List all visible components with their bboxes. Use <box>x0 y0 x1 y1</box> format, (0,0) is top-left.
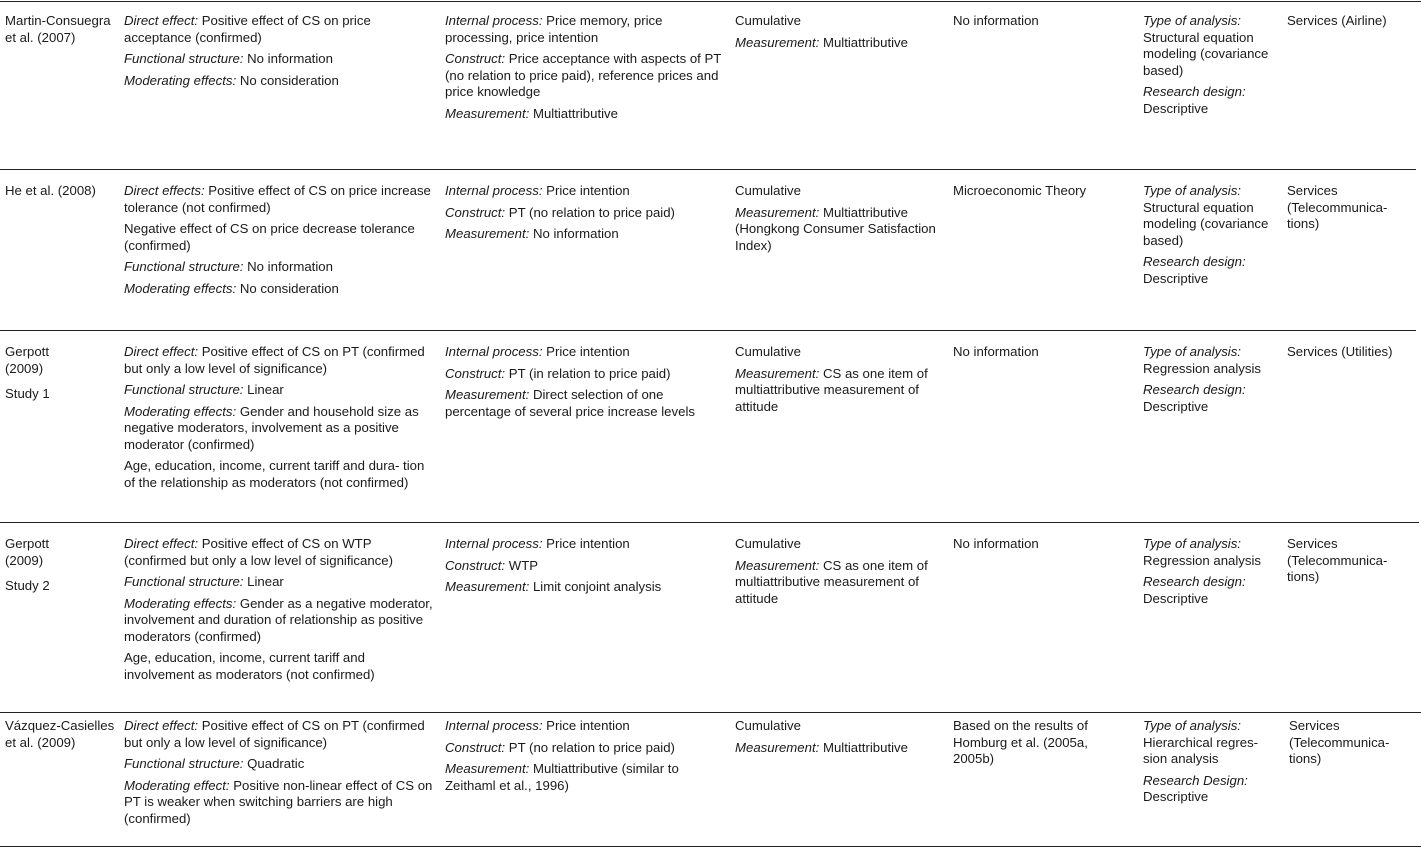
table-top-rule <box>0 1 1421 2</box>
effect-entry: Functional structure: Linear <box>124 382 284 397</box>
study-cell <box>5 344 117 403</box>
effect-entry: Moderating effects: No consideration <box>124 72 339 88</box>
price-tolerance-cell <box>445 13 730 122</box>
effect-entry: Age, education, income, current tariff and involvement as moderators (not confirmed) <box>124 650 375 682</box>
satisfaction-cell <box>735 13 950 51</box>
effect-entry: Direct effect: Positive effect of CS on WTP (confirmed but only a low level of significance) <box>124 536 394 568</box>
study-note: Study 1 <box>5 386 50 401</box>
pt-entry: Construct: PT (no relation to price paid) <box>445 739 675 755</box>
cs-entry: Cumulative <box>735 183 801 198</box>
analysis-entry: Type of analysis: Regression analysis <box>1143 344 1262 376</box>
study-note: Study 2 <box>5 578 50 593</box>
effect-entry: Moderating effects: No consideration <box>124 280 339 296</box>
analysis-cell <box>1143 536 1283 607</box>
cs-entry: Cumulative <box>735 718 801 733</box>
effect-entry: Moderating effect: Positive non-linear effect of CS on PT is weaker when switching barriers are high (confirmed) <box>124 777 433 826</box>
study-name: Martin-Consuegra et al. (2007) <box>5 13 111 45</box>
satisfaction-cell <box>735 536 950 607</box>
industry-text: Services (Telecommunica- tions) <box>1289 718 1390 766</box>
effects-cell <box>124 13 436 89</box>
theory-cell <box>953 13 1138 30</box>
analysis-entry: Type of analysis: Structural equation modeling (covariance based) <box>1143 13 1269 78</box>
satisfaction-cell <box>735 183 950 254</box>
industry-cell <box>1287 344 1417 361</box>
pt-entry: Measurement: Multiattributive <box>445 105 618 121</box>
price-tolerance-cell <box>445 536 730 596</box>
pt-entry: Internal process: Price intention <box>445 536 630 551</box>
effects-cell <box>124 344 436 491</box>
cs-entry: Measurement: CS as one item of multiattributive measurement of attitude <box>735 557 928 606</box>
pt-entry: Construct: Price acceptance with aspects of PT (no relation to price paid), reference prices and price knowledge <box>445 51 722 99</box>
pt-entry: Internal process: Price intention <box>445 344 630 359</box>
effect-entry: Direct effect: Positive effect of CS on PT (confirmed but only a low level of significance) <box>124 344 425 376</box>
pt-entry: Measurement: No information <box>445 226 619 241</box>
table-bottom-rule <box>0 846 1421 847</box>
industry-text: Services (Telecommunica- tions) <box>1287 183 1388 231</box>
analysis-entry: Research design: Descriptive <box>1143 84 1246 116</box>
study-cell <box>5 536 117 595</box>
pt-entry: Measurement: Limit conjoint analysis <box>445 579 662 594</box>
analysis-cell <box>1143 344 1283 415</box>
cs-entry: Cumulative <box>735 536 801 551</box>
effects-cell <box>124 183 436 297</box>
pt-entry: Construct: PT (no relation to price paid) <box>445 204 675 220</box>
effect-entry: Direct effect: Positive effect of CS on price acceptance (confirmed) <box>124 13 371 45</box>
effect-entry: Functional structure: Linear <box>124 574 284 589</box>
theory-cell <box>953 183 1138 200</box>
effect-label: Functional structure: <box>124 51 244 66</box>
cs-entry: Measurement: CS as one item of multiattributive measurement of attitude <box>735 365 928 414</box>
theory-text: No information <box>953 344 1039 359</box>
study-cell <box>5 183 117 200</box>
pt-entry: Measurement: Direct selection of one percentage of several price increase levels <box>445 387 695 419</box>
analysis-entry: Type of analysis: Hierarchical regres- sion analysis <box>1143 718 1259 766</box>
analysis-entry: Research design: Descriptive <box>1143 574 1246 606</box>
study-name: Vázquez-Casielles et al. (2009) <box>5 718 115 750</box>
theory-text: Based on the results of Homburg et al. (2005a, 2005b) <box>953 718 1088 766</box>
effect-entry: Negative effect of CS on price decrease tolerance (confirmed) <box>124 221 415 253</box>
analysis-entry: Type of analysis: Regression analysis <box>1143 536 1262 568</box>
industry-text: Services (Airline) <box>1287 13 1387 28</box>
satisfaction-cell <box>735 718 950 756</box>
industry-text: Services (Telecommunica- tions) <box>1287 536 1388 584</box>
effect-entry: Direct effect: Positive effect of CS on PT (confirmed but only a low level of significance) <box>124 718 425 750</box>
theory-text: No information <box>953 13 1039 28</box>
theory-text: Microeconomic Theory <box>953 183 1087 198</box>
pt-entry: Internal process: Price intention <box>445 183 630 198</box>
cs-entry: Cumulative <box>735 13 801 28</box>
price-tolerance-cell <box>445 718 730 794</box>
analysis-entry: Research design: Descriptive <box>1143 254 1246 286</box>
analysis-cell <box>1143 183 1283 287</box>
industry-text: Services (Utilities) <box>1287 344 1393 359</box>
study-name: Gerpott (2009) <box>5 536 49 568</box>
theory-cell <box>953 536 1138 553</box>
effects-cell <box>124 718 436 827</box>
analysis-cell <box>1143 718 1283 806</box>
effect-entry: Functional structure: Quadratic <box>124 756 305 771</box>
cs-entry: Cumulative <box>735 344 801 359</box>
analysis-entry: Type of analysis: Structural equation modeling (covariance based) <box>1143 183 1269 248</box>
row-divider <box>0 330 1416 331</box>
theory-cell <box>953 718 1138 768</box>
row-divider <box>0 712 1421 713</box>
effect-label: Moderating effects: <box>124 72 237 88</box>
industry-cell <box>1287 536 1417 586</box>
analysis-cell <box>1143 13 1283 117</box>
pt-entry: Internal process: Price intention <box>445 718 630 733</box>
industry-cell <box>1287 13 1417 30</box>
price-tolerance-cell <box>445 183 730 243</box>
satisfaction-cell <box>735 344 950 415</box>
effect-entry: Direct effects: Positive effect of CS on price increase tolerance (not confirmed) <box>124 183 431 215</box>
effects-cell <box>124 536 436 683</box>
cs-entry: Measurement: Multiattributive <box>735 34 908 50</box>
theory-cell <box>953 344 1138 361</box>
pt-entry: Measurement: Multiattributive (similar to Zeithaml et al., 1996) <box>445 761 679 793</box>
theory-text: No information <box>953 536 1039 551</box>
cs-entry: Measurement: Multiattributive (Hongkong Consumer Satisfaction Index) <box>735 204 936 253</box>
study-name: Gerpott (2009) <box>5 344 49 376</box>
industry-cell <box>1287 183 1417 233</box>
row-divider <box>0 169 1416 170</box>
price-tolerance-cell <box>445 344 730 420</box>
row-divider <box>0 522 1419 523</box>
cs-entry: Measurement: Multiattributive <box>735 739 908 755</box>
analysis-entry: Research design: Descriptive <box>1143 382 1246 414</box>
effect-label: Direct effect: <box>124 13 199 28</box>
effect-entry: Age, education, income, current tariff and dura- tion of the relationship as moderators (not confirmed) <box>124 458 425 490</box>
pt-entry: Construct: PT (in relation to price paid) <box>445 365 671 381</box>
effect-entry: Moderating effects: Gender and household size as negative moderators, involvement as a positive moderator (confirmed) <box>124 403 419 452</box>
analysis-entry: Research Design: Descriptive <box>1143 772 1248 804</box>
effect-entry: Functional structure: No information <box>124 51 333 66</box>
pt-entry: Internal process: Price memory, price processing, price intention <box>445 13 663 45</box>
effect-entry: Functional structure: No information <box>124 259 333 274</box>
industry-cell <box>1289 718 1419 768</box>
pt-entry: Construct: WTP <box>445 557 539 573</box>
study-name: He et al. (2008) <box>5 183 96 198</box>
effect-entry: Moderating effects: Gender as a negative moderator, involvement and duration of relationship as positive moderators (confirmed) <box>124 595 433 644</box>
study-cell <box>5 718 117 751</box>
study-cell <box>5 13 117 46</box>
